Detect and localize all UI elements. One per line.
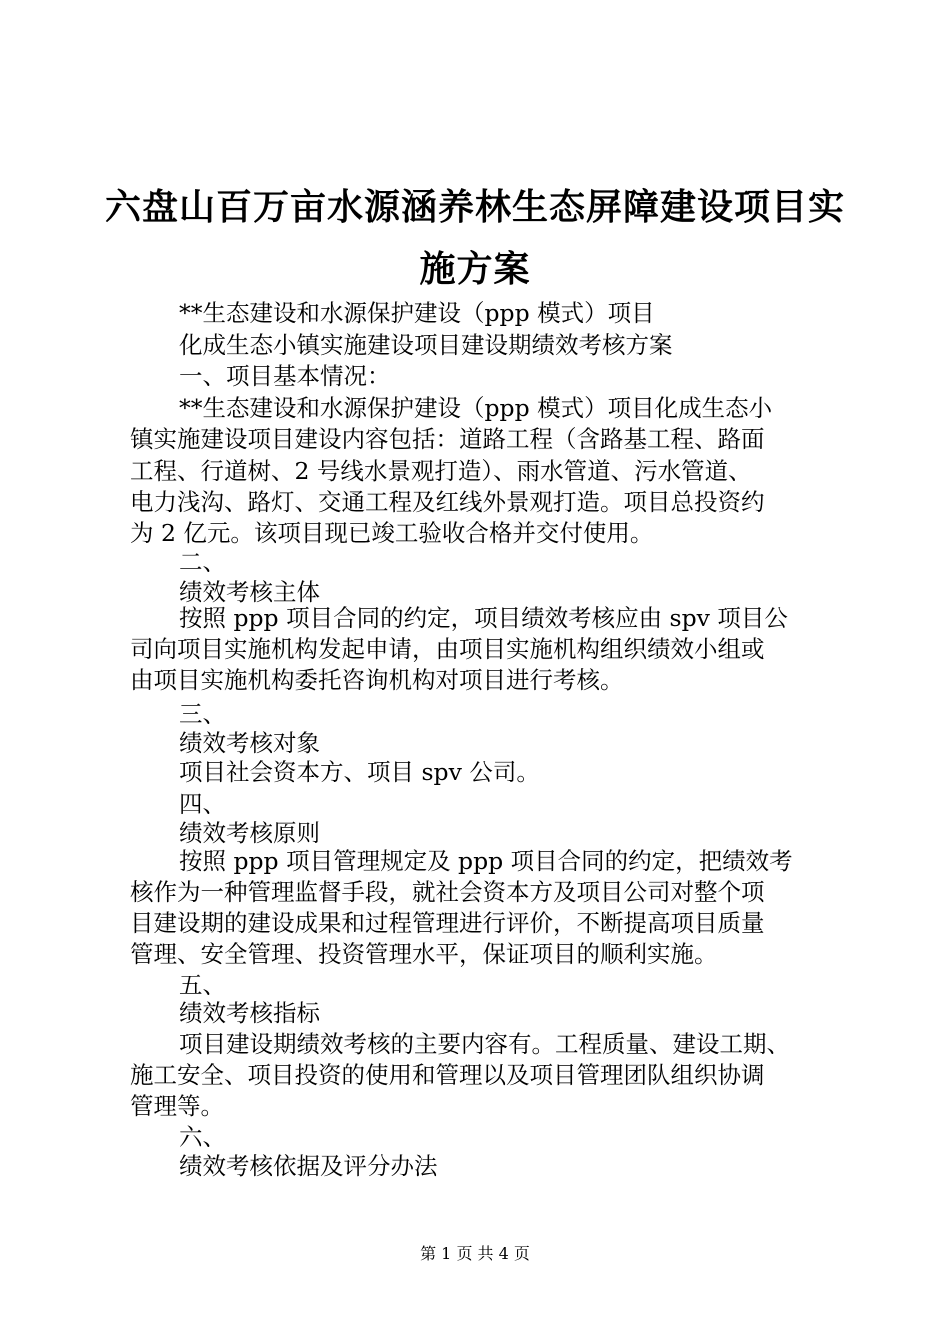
- section-number: 六、: [179, 1123, 226, 1151]
- paragraph-line: 施工安全、项目投资的使用和管理以及项目管理团队组织协调: [130, 1061, 765, 1089]
- paragraph-line: 项目社会资本方、项目 spv 公司。: [179, 758, 540, 786]
- intro-line: **生态建设和水源保护建设（ppp 模式）项目: [179, 299, 655, 327]
- paragraph-line: 项目建设期绩效考核的主要内容有。工程质量、建设工期、: [179, 1030, 790, 1058]
- paragraph-line: 目建设期的建设成果和过程管理进行评价，不断提高项目质量: [130, 909, 765, 937]
- section-heading: 一、项目基本情况：: [179, 362, 391, 390]
- paragraph-line: 管理等。: [130, 1092, 224, 1120]
- paragraph-line: 为 2 亿元。该项目现已竣工验收合格并交付使用。: [130, 519, 654, 547]
- paragraph-line: 司向项目实施机构发起申请，由项目实施机构组织绩效小组或: [130, 635, 765, 663]
- section-number: 二、: [179, 548, 226, 576]
- page-footer: 第 1 页 共 4 页: [420, 1244, 530, 1263]
- paragraph-line: 核作为一种管理监督手段，就社会资本方及项目公司对整个项: [130, 878, 765, 906]
- section-number: 四、: [179, 790, 226, 818]
- paragraph-line: 按照 ppp 项目合同的约定，项目绩效考核应由 spv 项目公: [179, 604, 788, 632]
- paragraph-line: 由项目实施机构委托咨询机构对项目进行考核。: [130, 666, 624, 694]
- document-title-line-2: 施方案: [419, 249, 531, 290]
- paragraph-line: 电力浅沟、路灯、交通工程及红线外景观打造。项目总投资约: [130, 488, 765, 516]
- section-heading: 绩效考核指标: [179, 999, 320, 1027]
- intro-line: 化成生态小镇实施建设项目建设期绩效考核方案: [179, 331, 673, 359]
- section-heading: 绩效考核原则: [179, 819, 320, 847]
- paragraph-line: 按照 ppp 项目管理规定及 ppp 项目合同的约定，把绩效考: [179, 847, 793, 875]
- section-number: 五、: [179, 971, 226, 999]
- paragraph-line: 工程、行道树、2 号线水景观打造）、雨水管道、污水管道、: [130, 457, 752, 485]
- section-heading: 绩效考核对象: [179, 729, 320, 757]
- document-title-line-1: 六盘山百万亩水源涵养林生态屏障建设项目实: [104, 187, 845, 228]
- paragraph-line: **生态建设和水源保护建设（ppp 模式）项目化成生态小: [179, 394, 773, 422]
- section-heading: 绩效考核依据及评分办法: [179, 1152, 438, 1180]
- section-number: 三、: [179, 700, 226, 728]
- paragraph-line: 管理、安全管理、投资管理水平，保证项目的顺利实施。: [130, 940, 718, 968]
- section-heading: 绩效考核主体: [179, 578, 320, 606]
- paragraph-line: 镇实施建设项目建设内容包括：道路工程（含路基工程、路面: [130, 425, 765, 453]
